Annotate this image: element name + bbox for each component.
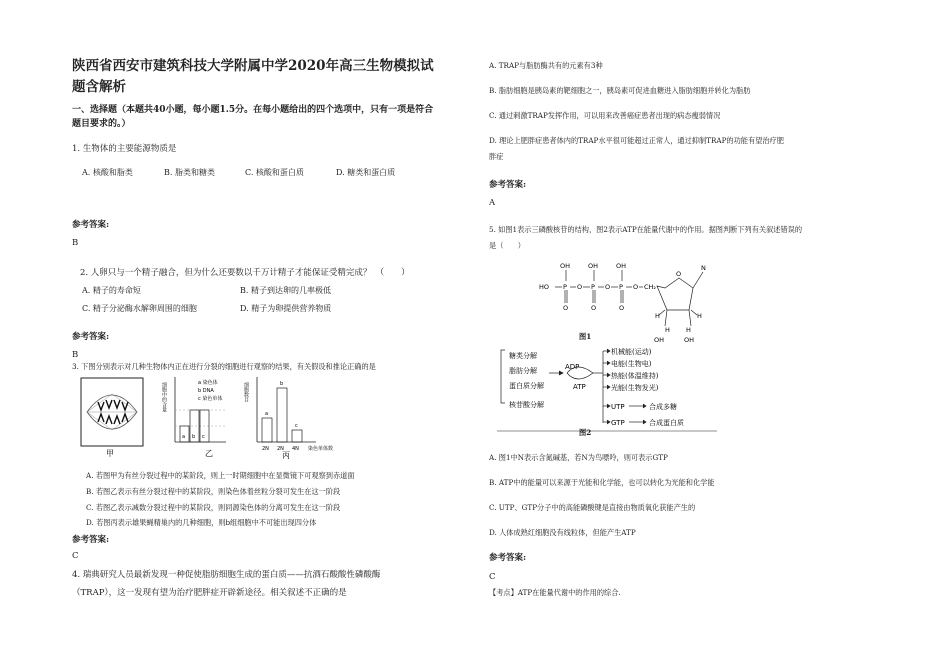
q3-legend-a: a 染色体: [198, 380, 218, 386]
q3-fig-label-jia: 甲: [106, 449, 114, 458]
q5-fig1-ho: HO: [539, 283, 550, 291]
q5-fig2-caption: 图2: [579, 428, 592, 437]
q5-option-c: C. UTP、GTP分子中的高能磷酸键是直接由物质氧化获能产生的: [489, 503, 696, 512]
q3-option-d: D. 若图丙表示雄果蝇精巢内的几种细胞，则b组细胞中不可能出现四分体: [86, 518, 317, 527]
q5-fig2-adp: ADP: [565, 363, 580, 371]
q3-bing-x-2: 4N: [292, 446, 299, 452]
q3-fig-jia-cell: [81, 378, 143, 446]
q5-option-a: A. 图1中N表示含氮碱基，若N为鸟嘌呤，则可表示GTP: [489, 453, 668, 462]
q3-bing-bar-letter-b: b: [280, 381, 284, 387]
q1-option-b: B. 脂类和糖类: [164, 168, 215, 177]
q3-bing-bar-c: [292, 430, 302, 442]
q5-fig1-oh-1: OH: [560, 262, 571, 270]
section-heading-line1: 一、选择题（本题共40小题，每小题1.5分。在每小题给出的四个选项中，只有一项是符合: [72, 105, 434, 115]
q3-fig-yi-chart: [161, 377, 226, 442]
q5-fig2-diagram: [497, 343, 717, 438]
q3-option-c: C. 若图乙表示减数分裂过程中的某阶段，则同源染色体的分离可发生在这一阶段: [86, 503, 341, 512]
q5-fig1-o-ring: O: [676, 270, 682, 278]
q5-fig1-n: N: [701, 264, 706, 272]
q5-answer: C: [489, 572, 496, 582]
q3-answer-label: 参考答案:: [72, 535, 110, 545]
q5-fig1-ch2: CH₂: [644, 283, 657, 291]
q5-fig2-atp: ATP: [573, 383, 586, 391]
q4-answer: A: [489, 198, 496, 208]
q5-fig2-right-3: 光能(生物发光): [611, 384, 659, 392]
q2-option-a: A. 精子的寿命短: [82, 286, 141, 295]
q3-figure: [76, 374, 406, 460]
q3-yi-bar-letter-b: b: [192, 434, 196, 440]
q3-fig-bing-chart: [243, 377, 333, 452]
q2-answer: B: [72, 350, 79, 360]
q5-fig1-o-6: O: [619, 304, 625, 312]
q5-answer-label: 参考答案:: [489, 553, 527, 563]
q3-bing-x-0: 2N: [262, 446, 269, 452]
q5-fig1-structure: [539, 258, 719, 344]
q1-option-c: C. 核酸和蛋白质: [245, 168, 304, 177]
q5-fig1-oh-5: OH: [684, 336, 695, 344]
q5-fig1-h-4: H: [686, 326, 691, 334]
q3-bing-bar-letter-c: c: [295, 423, 298, 429]
q4-answer-label: 参考答案:: [489, 180, 527, 190]
q5-fig2-left-0: 糖类分解: [509, 352, 537, 360]
q5-fig1-h-2: H: [697, 312, 702, 320]
q3-bing-ylabel: 细胞数目: [243, 382, 249, 402]
q5-fig1-o-1: O: [577, 283, 583, 291]
q2-answer-label: 参考答案:: [72, 332, 110, 342]
q5-fig1-oh-3: OH: [616, 262, 627, 270]
q5-fig1-oh-4: OH: [654, 336, 665, 344]
q5-fig2-right-1: 电能(生物电): [611, 360, 652, 368]
q1-option-a: A. 核酸和脂类: [82, 168, 133, 177]
q5-fig1-o-2: O: [605, 283, 611, 291]
q2-option-b: B. 精子到达卵的几率极低: [240, 286, 331, 295]
q5-fig1-h-1: H: [655, 312, 660, 320]
q3-option-b: B. 若图乙表示有丝分裂过程中的某阶段，则染色体着丝粒分裂可发生在这一阶段: [86, 487, 341, 496]
q3-option-a: A. 若图甲为有丝分裂过程中的某阶段，则上一时期细胞中在显微镜下可观察到赤道面: [86, 471, 355, 480]
q3-yi-bar-letter-c: c: [202, 434, 205, 440]
doc-title-line2: 题含解析: [72, 79, 126, 95]
q3-bing-bar-letter-a: a: [265, 411, 269, 417]
q5-analysis: 【考点】ATP在能量代谢中的作用的综合.: [489, 588, 621, 597]
q3-legend-b: b DNA: [198, 388, 214, 394]
q5-fig1-o-4: O: [563, 304, 569, 312]
q1-stem: 1. 生物体的主要能源物质是: [72, 144, 177, 154]
q5-fig1-caption: 图1: [579, 332, 592, 341]
q5-fig2-gtp-out: 合成蛋白质: [649, 419, 684, 427]
q4-stem-line2: （TRAP），这一发现有望为治疗肥胖症开辟新途径。相关叙述不正确的是: [72, 588, 347, 598]
q3-yi-ylabel: 细胞中的含量: [161, 382, 167, 412]
q5-fig2-right-2: 热能(体温维持): [611, 372, 659, 380]
q5-fig2-right-0: 机械能(运动): [611, 348, 652, 356]
section-heading-line2: 题目要求的。）: [72, 119, 131, 129]
q1-option-d: D. 糖类和蛋白质: [336, 168, 396, 177]
q5-fig2-left-1: 脂肪分解: [509, 367, 537, 375]
q5-fig2-utp-out: 合成多糖: [649, 403, 677, 411]
q5-fig1-o-5: O: [591, 304, 597, 312]
q5-option-b: B. ATP中的能量可以来源于光能和化学能，也可以转化为光能和化学能: [489, 478, 715, 487]
q3-legend-c: c 染色单体: [198, 396, 223, 402]
q5-fig1-p-1: P: [563, 283, 567, 291]
q5-fig2-left-3: 核苷酸分解: [509, 401, 544, 409]
q5-option-d: D. 人体成熟红细胞没有线粒体，但能产生ATP: [489, 528, 636, 537]
q5-fig2-gtp: GTP: [611, 419, 625, 427]
q2-option-c: C. 精子分泌酶水解卵周围的细胞: [82, 304, 197, 313]
doc-title-line1: 陕西省西安市建筑科技大学附属中学2020年高三生物模拟试: [72, 58, 434, 74]
q3-bing-bar-b: [277, 388, 287, 442]
q4-option-d-line1: D. 理论上肥胖症患者体内的TRAP水平很可能超过正常人，通过抑制TRAP的功能有望治疗肥: [489, 136, 784, 145]
q5-stem-line2: 是（ ）: [489, 241, 525, 250]
q1-answer: B: [72, 238, 79, 248]
q5-fig1-p-2: P: [591, 283, 595, 291]
q3-bing-bar-a: [262, 418, 272, 442]
q3-bing-x-1: 2N: [277, 446, 284, 452]
q3-answer: C: [72, 551, 79, 561]
q4-stem-line1: 4. 瑞典研究人员最新发现一种促使脂肪细胞生成的蛋白质——抗酒石酸酸性磷酸酶: [72, 570, 381, 580]
q4-option-c: C. 通过刺激TRAP发挥作用，可以用来改善癌症患者出现的病态瘦弱情况: [489, 111, 721, 120]
q5-fig1-oh-2: OH: [588, 262, 599, 270]
q3-stem: 3. 下图分别表示对几种生物体内正在进行分裂的细胞进行观察的结果，有关假设和推论正确的是: [72, 362, 376, 371]
q3-fig-label-yi: 乙: [205, 449, 213, 458]
q5-fig1-h-3: H: [665, 326, 670, 334]
q5-fig2-utp: UTP: [611, 403, 625, 411]
q2-option-d: D. 精子为卵提供营养物质: [240, 304, 332, 313]
q1-answer-label: 参考答案:: [72, 220, 110, 230]
q5-fig1-p-3: P: [619, 283, 623, 291]
q5-fig1-o-3: O: [633, 283, 639, 291]
q5-fig2-left-2: 蛋白质分解: [509, 382, 544, 390]
q4-option-d-line2: 胖症: [489, 152, 504, 161]
q3-yi-bar-letter-a: a: [182, 434, 186, 440]
q5-stem-line1: 5. 如图1表示三磷酸核苷的结构，图2表示ATP在能量代谢中的作用。据图判断下列有关叙述错误的: [489, 225, 803, 234]
q4-option-b: B. 脂肪细胞是胰岛素的靶细胞之一，胰岛素可促进血糖进入脂肪细胞并转化为脂肪: [489, 86, 751, 95]
q2-stem: 2. 人卵只与一个精子融合，但为什么还要数以千万计精子才能保证受精完成？ （ ）: [80, 268, 410, 278]
q4-option-a: A. TRAP与脂肪酶共有的元素有3种: [489, 61, 603, 70]
q3-bing-xlabel: 染色单体数: [308, 446, 334, 452]
q3-fig-label-bing: 丙: [282, 451, 290, 460]
